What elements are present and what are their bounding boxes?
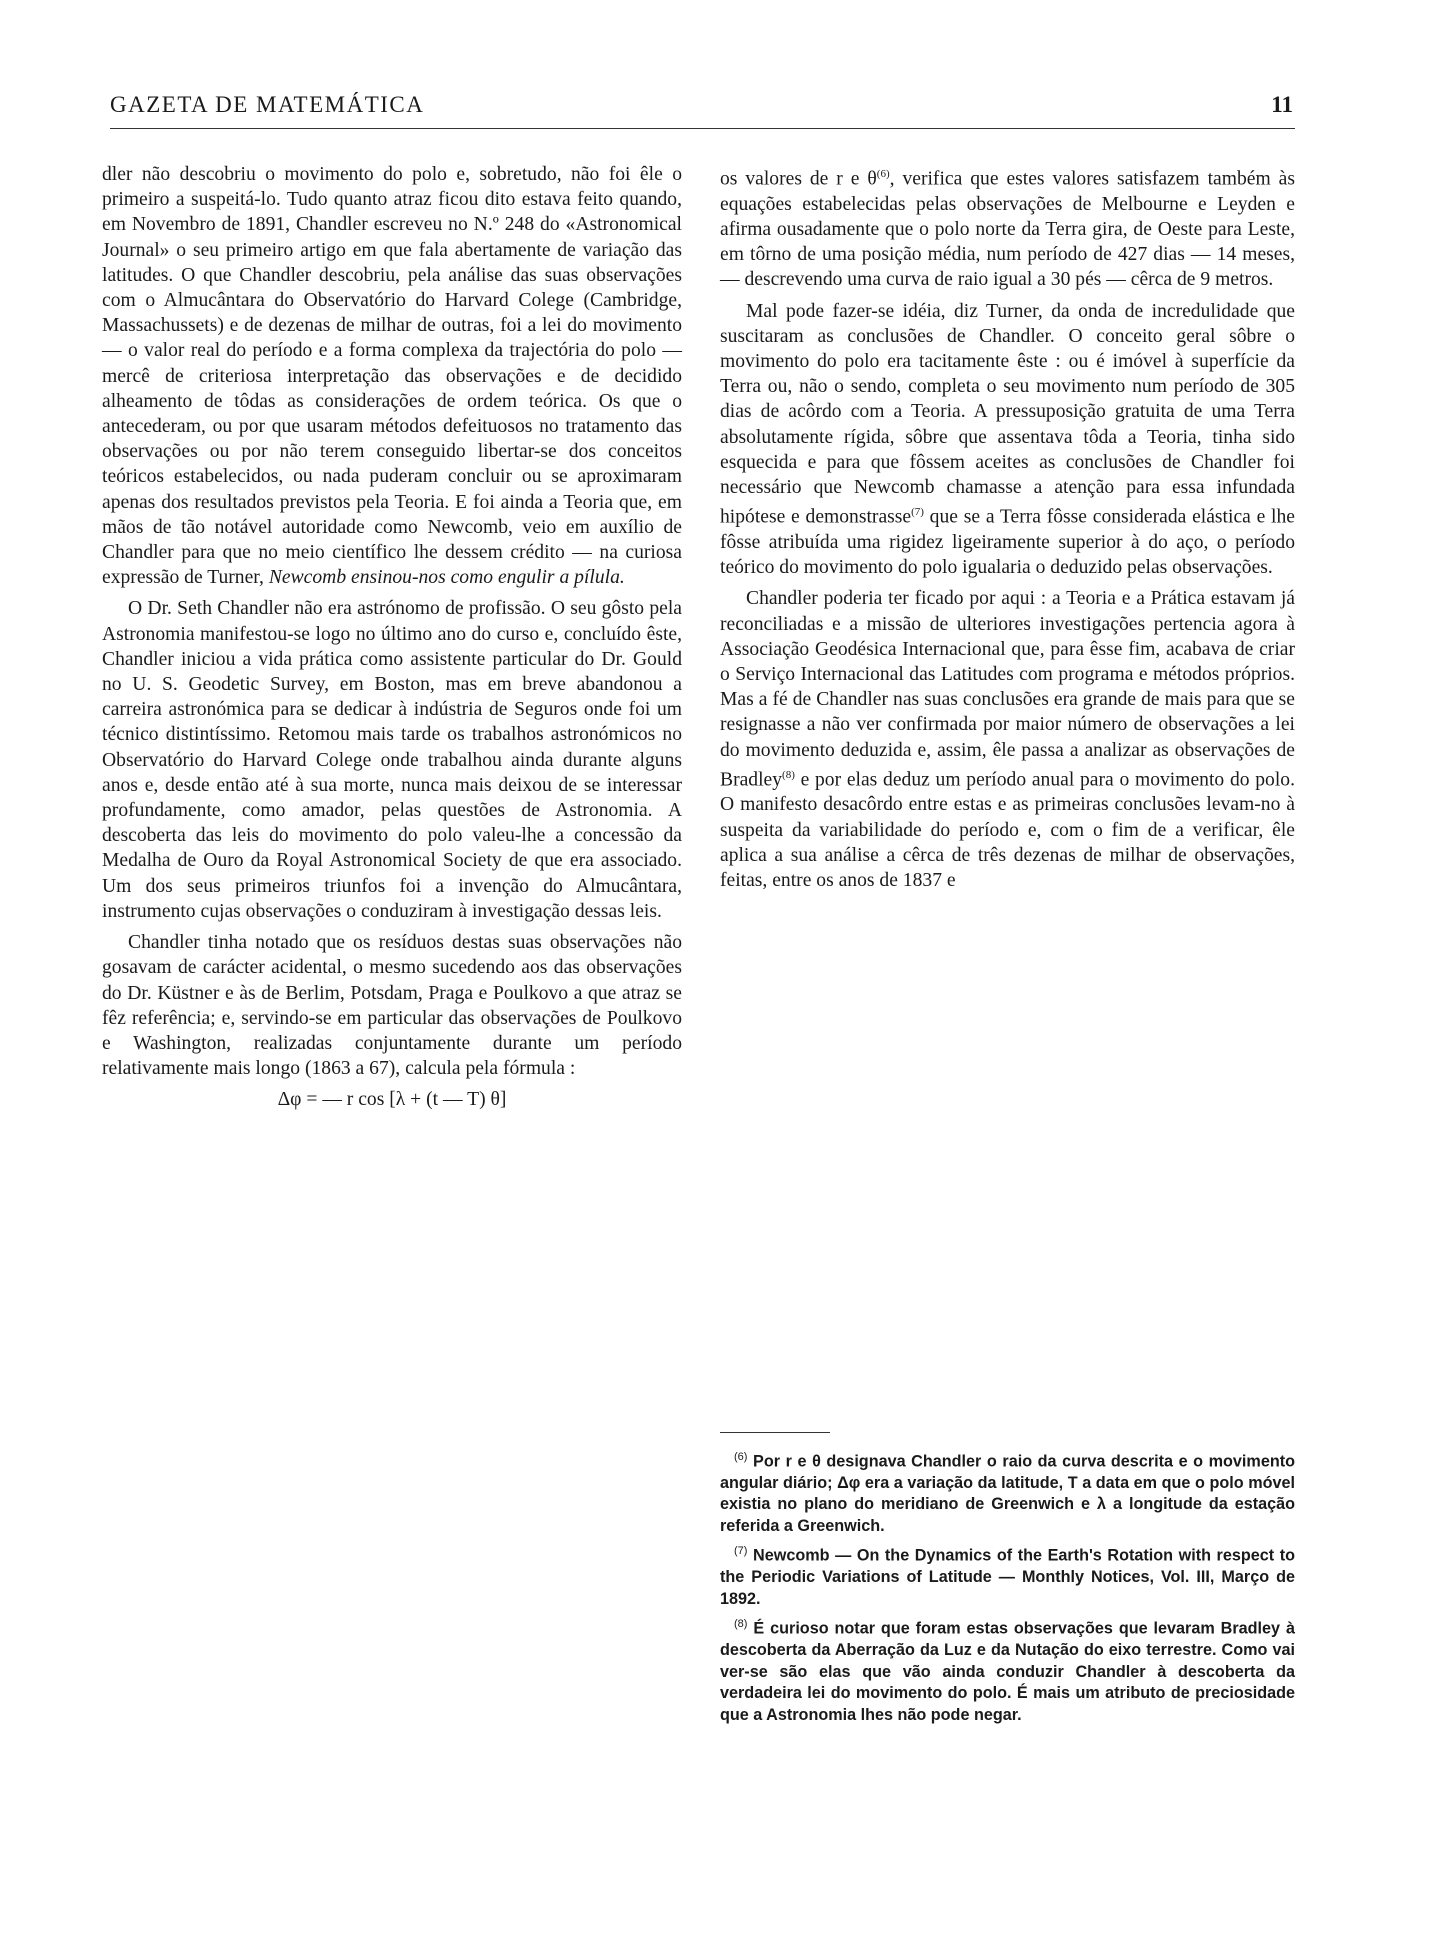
- paragraph-text: Mal pode fazer-se idéia, diz Turner, da onda de incredulidade que suscitaram as conclusões de Chandler. O conceito geral sôbre o movimento do polo era tacitamente êste : ou é imóvel à superfície da Terra ou, não o sendo, completa o seu movimento num período de 305 dias de acôrdo com a Teoria. A pressuposição gratuita de uma Terra absolutamente rígida, sôbre que assentava tôda a Teoria, tinha sido esquecida e para que fôssem aceites as conclusões de Chandler foi necessário que Newcomb chamasse a atenção para essa infundada hipótese e demonstrasse: [720, 300, 1295, 528]
- paragraph-text: e por elas deduz um período anual para o movimento do polo. O manifesto desacôrdo entre estas e as primeiras conclusões levam-no à suspeita da variabilidade do período e, com o fim de a verificar, êle aplica a sua análise a cêrca de três dezenas de milhar de observações, feitas, entre os anos de 1837 e: [720, 769, 1295, 892]
- left-column: [102, 162, 682, 1113]
- footnote: [720, 1614, 1295, 1726]
- paragraph: [720, 586, 1295, 893]
- footnotes: [720, 1418, 1295, 1730]
- journal-title: GAZETA DE MATEMÁTICA: [110, 92, 425, 117]
- footnote-text: Newcomb — On the Dynamics of the Earth's Rotation with respect to the Periodic Variations of Latitude — Monthly Notices, Vol. III, Março de 1892.: [720, 1546, 1296, 1608]
- footnote-ref[interactable]: (8): [782, 768, 795, 781]
- paragraph-text: os valores de r e θ: [720, 168, 877, 190]
- footnote: [720, 1541, 1295, 1610]
- running-header: [110, 92, 1295, 129]
- paragraph: [102, 162, 682, 590]
- paragraph: O Dr. Seth Chandler não era astrónomo de profissão. O seu gôsto pela Astronomia manifestou-se logo no último ano do curso e, concluído êste, Chandler iniciou a vida prática como assistente particular do Dr. Gould no U. S. Geodetic Survey, em Boston, mas em breve abandonou a carreira astronómica para se dedicar à indústria de Seguros onde foi um técnico distintíssimo. Retomou mais tarde os trabalhos astronómicos no Observatório do Harvard Colege onde trabalhou ainda durante alguns anos e, desde então até à sua morte, nunca mais deixou de se interessar profundamente, como amador, pelas questões de Astronomia. A descoberta das leis do movimento do polo valeu-lhe a concessão da Medalha de Ouro da Royal Astronomical Society de que era associado. Um dos seus primeiros triunfos foi a invenção do Almucântara, instrumento cujas observações o conduziram à investigação dessas leis.: [102, 598, 682, 922]
- paragraph: [720, 162, 1295, 293]
- footnote-rule: [720, 1432, 830, 1433]
- footnote-number: (6): [734, 1451, 748, 1463]
- footnote-text: Por r e θ designava Chandler o raio da curva descrita e o movimento angular diário; Δφ era a variação da latitude, T a data em que o polo móvel existia no plano do meridiano de Greenwich e λ a longitude da estação referida a Greenwich.: [720, 1452, 1295, 1535]
- footnote-ref[interactable]: (7): [911, 506, 924, 519]
- paragraph-text: , verifica que estes valores satisfazem também às equações estabelecidas pelas observações de Melbourne e Leyden e afirma ousadamente que o polo norte da Terra gira, de Oeste para Leste, em tôrno de uma posição média, num período de 427 dias — 14 meses, — descrevendo uma curva de raio igual a 30 pés — cêrca de 9 metros.: [720, 168, 1295, 291]
- paragraph-text: que se a Terra fôsse considerada elástica e lhe fôsse atribuída uma rigidez ligeiramente superior à do aço, o período teórico do movimento do polo igualaria o deduzido pelas observações.: [720, 506, 1295, 579]
- paragraph: [720, 299, 1295, 581]
- paragraph-text: Chandler poderia ter ficado por aqui : a Teoria e a Prática estavam já reconciliadas e a missão de ulteriores investigações pertencia agora à Associação Geodésica Internacional que, para êsse fim, acabava de criar o Serviço Internacional das Latitudes com programa e métodos próprios. Mas a fé de Chandler nas suas conclusões era grande de mais para que se resignasse a não ver confirmada por maior número de observações a lei do movimento deduzida e, assim, êle passa a analizar as observações de Bradley: [720, 588, 1295, 791]
- footnote: [720, 1447, 1295, 1537]
- paragraph-text: dler não descobriu o movimento do polo e, sobretudo, não foi êle o primeiro a suspeitá-lo. Tudo quanto atraz ficou dito estava feito quando, em Novembro de 1891, Chandler escreveu no N.º 248 do «Astronomical Journal» o seu primeiro artigo em que fala abertamente de variação das latitudes. O que Chandler descobriu, pela análise das suas observações com o Almucântara do Observatório do Harvard Colege (Cambridge, Massachussets) e de dezenas de milhar de outras, foi a lei do movimento — o valor real do período e a forma complexa da trajectória do polo — mercê de criteriosa interpretação das observações e de decidido alheamento de tôdas as considerações de ordem teórica. Os que o antecederam, ou por que usaram métodos defeituosos no tratamento das observações ou por não terem conseguido libertar-se dos conceitos teóricos estabelecidos, ou nada puderam concluir ou se aproximaram apenas dos resultados previstos pela Teoria. E foi ainda a Teoria que, em mãos de tão notável autoridade como Newcomb, veio em auxílio de Chandler para que no meio científico lhe dessem crédito — na curiosa expressão de Turner,: [102, 164, 682, 589]
- paragraph: Chandler tinha notado que os resíduos destas suas observações não gosavam de carácter acidental, o mesmo sucedendo aos das observações do Dr. Küstner e às de Berlim, Potsdam, Praga e Poulkovo a que atraz se fêz referência; e, servindo-se em particular das observações de Poulkovo e Washington, realizadas conjuntamente durante um período relativamente mais longo (1863 a 67), calcula pela fórmula :: [102, 932, 682, 1080]
- page-number: 11: [1271, 92, 1293, 117]
- italic-quote: Newcomb ensinou-nos como engulir a pílula.: [268, 567, 625, 589]
- footnote-number: (7): [734, 1545, 748, 1558]
- footnote-ref[interactable]: (6): [876, 168, 890, 180]
- formula: Δφ = — r cos [λ + (t — T) θ]: [277, 1089, 507, 1111]
- footnote-number: (8): [734, 1618, 748, 1631]
- footnote-text: É curioso notar que foram estas observações que levaram Bradley à descoberta da Aberração da Luz e da Nutação do eixo terrestre. Como vai ver-se são elas que vão ainda conduzir Chandler à descoberta da verdadeira lei do movimento do polo. É mais um atributo de preciosidade que a Astronomia lhes não pode negar.: [720, 1619, 1295, 1724]
- right-column: [720, 162, 1295, 899]
